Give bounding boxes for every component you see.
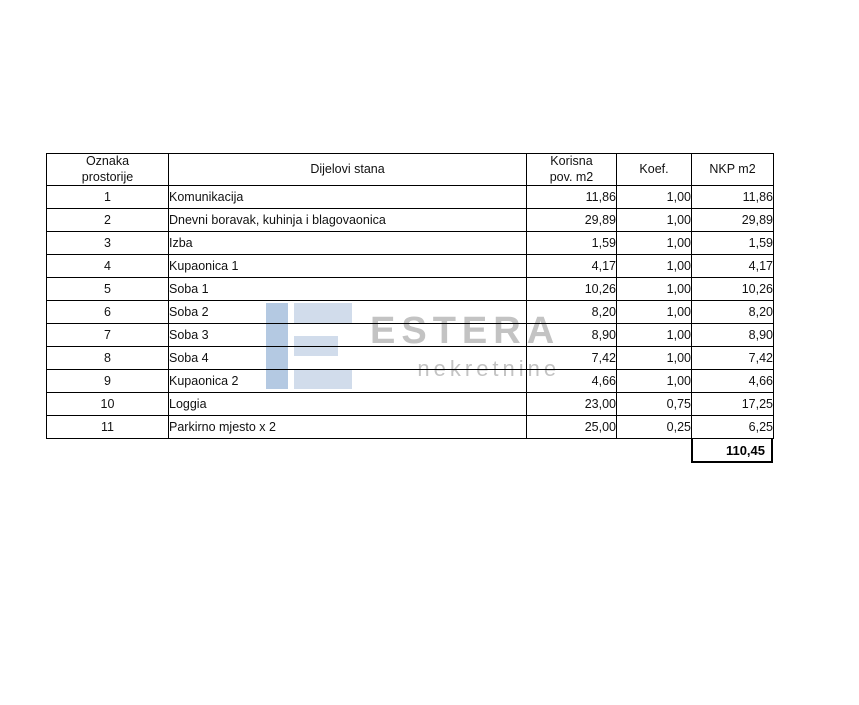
total-value: 110,45 — [691, 439, 773, 463]
cell-code: 4 — [47, 255, 169, 278]
cell-nkp: 17,25 — [692, 393, 774, 416]
cell-code: 11 — [47, 416, 169, 439]
column-header-name: Dijelovi stana — [169, 154, 527, 186]
cell-name: Loggia — [169, 393, 527, 416]
cell-area: 4,17 — [527, 255, 617, 278]
cell-area: 8,20 — [527, 301, 617, 324]
cell-code: 7 — [47, 324, 169, 347]
column-header-area: Korisna pov. m2 — [527, 154, 617, 186]
cell-koef: 1,00 — [617, 370, 692, 393]
cell-name: Komunikacija — [169, 186, 527, 209]
cell-koef: 1,00 — [617, 232, 692, 255]
cell-area: 10,26 — [527, 278, 617, 301]
cell-code: 2 — [47, 209, 169, 232]
cell-koef: 1,00 — [617, 301, 692, 324]
cell-area: 29,89 — [527, 209, 617, 232]
cell-area: 7,42 — [527, 347, 617, 370]
room-schedule-sheet — [46, 153, 773, 463]
cell-nkp: 4,66 — [692, 370, 774, 393]
cell-nkp: 8,90 — [692, 324, 774, 347]
cell-name: Parkirno mjesto x 2 — [169, 416, 527, 439]
column-header-koef: Koef. — [617, 154, 692, 186]
table-row — [47, 278, 774, 301]
cell-koef: 1,00 — [617, 255, 692, 278]
cell-name: Soba 1 — [169, 278, 527, 301]
watermark-title: ESTERA — [370, 310, 561, 352]
total-row — [46, 439, 773, 463]
cell-koef: 1,00 — [617, 324, 692, 347]
cell-area: 4,66 — [527, 370, 617, 393]
watermark-subtitle: nekretnine — [417, 356, 561, 381]
cell-nkp: 10,26 — [692, 278, 774, 301]
cell-name: Kupaonica 2 — [169, 370, 527, 393]
table-row — [47, 255, 774, 278]
cell-nkp: 6,25 — [692, 416, 774, 439]
cell-code: 3 — [47, 232, 169, 255]
cell-name: Soba 3 — [169, 324, 527, 347]
table-row — [47, 347, 774, 370]
cell-koef: 0,75 — [617, 393, 692, 416]
table-row — [47, 393, 774, 416]
cell-name: Kupaonica 1 — [169, 255, 527, 278]
cell-nkp: 1,59 — [692, 232, 774, 255]
cell-code: 8 — [47, 347, 169, 370]
column-header-code: Oznaka prostorije — [47, 154, 169, 186]
table-row — [47, 324, 774, 347]
table-row — [47, 416, 774, 439]
table-header-row — [47, 154, 774, 186]
table-row — [47, 370, 774, 393]
cell-koef: 0,25 — [617, 416, 692, 439]
cell-area: 25,00 — [527, 416, 617, 439]
cell-koef: 1,00 — [617, 209, 692, 232]
cell-nkp: 8,20 — [692, 301, 774, 324]
cell-code: 1 — [47, 186, 169, 209]
table-row — [47, 301, 774, 324]
table-row — [47, 186, 774, 209]
cell-area: 11,86 — [527, 186, 617, 209]
table-row — [47, 209, 774, 232]
cell-nkp: 29,89 — [692, 209, 774, 232]
cell-koef: 1,00 — [617, 278, 692, 301]
cell-koef: 1,00 — [617, 347, 692, 370]
cell-area: 8,90 — [527, 324, 617, 347]
cell-area: 23,00 — [527, 393, 617, 416]
cell-nkp: 7,42 — [692, 347, 774, 370]
cell-name: Soba 2 — [169, 301, 527, 324]
column-header-nkp: NKP m2 — [692, 154, 774, 186]
room-area-table — [46, 153, 774, 439]
cell-area: 1,59 — [527, 232, 617, 255]
table-row — [47, 232, 774, 255]
cell-name: Izba — [169, 232, 527, 255]
cell-nkp: 4,17 — [692, 255, 774, 278]
cell-nkp: 11,86 — [692, 186, 774, 209]
cell-koef: 1,00 — [617, 186, 692, 209]
cell-code: 10 — [47, 393, 169, 416]
cell-code: 6 — [47, 301, 169, 324]
cell-name: Soba 4 — [169, 347, 527, 370]
cell-code: 9 — [47, 370, 169, 393]
cell-name: Dnevni boravak, kuhinja i blagovaonica — [169, 209, 527, 232]
cell-code: 5 — [47, 278, 169, 301]
